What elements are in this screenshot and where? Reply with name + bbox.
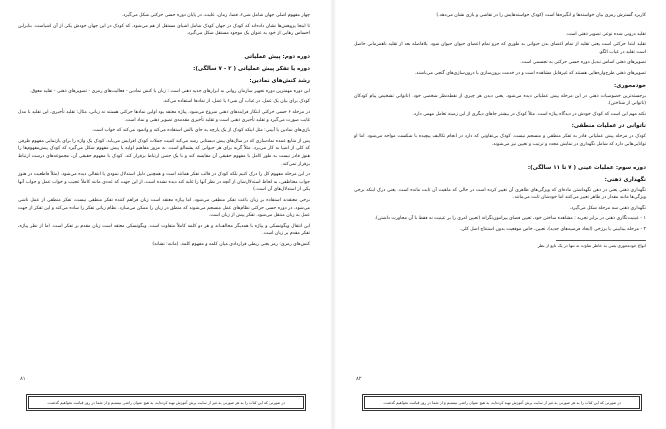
spacer	[354, 23, 646, 31]
paragraph: بازی‌های نمادین یا آیینی: مثل اینکه کودک از یک پارچه به جای بالش استفاده می‌کند و وانمود می‌کند که خواب است.	[91, 128, 310, 134]
paragraph: کنش‌های رمزی: رمز یعنی ربطی قراردادی میان کلمه و مفهوم کلمه. (مانند: نشانه)	[152, 241, 310, 247]
section-heading: نگهداری ذهنی:	[604, 176, 646, 183]
left-page	[6, 0, 324, 429]
paragraph: کودک در مرحله پیش عملیاتی قادر به تفکر منطقی و منسجم نیست. کودک بی‌تفاوتی که دارد در انجام تکالیف پیچیده با شکست مواجه می‌شود. اما او توانایی‌هایی دارد که شامل نگهداری در نمایش مجدد و ترتیب و تعیین نیز می‌شوند.	[354, 134, 646, 147]
paragraph: تا اینجا پژوهش‌ها نشان داده‌اند که کودک در جهان کودک شامل اشیای مستقل از هم می‌شود. که کودک در این جهان خودش یکی از آن اشیاست. بنابراین احساس رهایی از خود به عنوان یک موجود مستقل شکل می‌گیرد.	[18, 23, 310, 37]
paragraph: نکته مهم این است که کودک خودش در دیدگاه پیاژه است. مثلاً کودک در بیشتر جاهای دیگری از این زمینه تعامل مهمی دارد.	[412, 111, 646, 117]
paragraph: نگهداری ذهنی سه مرحله شکل می‌گیرد.	[569, 205, 646, 211]
paragraph: تصویرهای ذهنی طرح‌واره‌هایی هستند که غیرقابل مشاهده است و در خدمت برون‌سازی یا درون‌سازی‌های گنجی می‌باشند.	[414, 70, 646, 76]
paragraph: برجسته‌ترین خصوصیات ذهنی در این مرحله پیش عملیاتی دیده می‌شود. یعنی دیدن هر چیزی از نقطه‌نظر شخصی خود. (ناتوانی تشخیص پیام کودکان (ناتوانی از شناختن).	[354, 93, 646, 107]
right-page-number: ۸۲	[356, 376, 362, 382]
right-page-body	[354, 12, 646, 234]
paragraph: کاربرد گسترش رمزی بیان خواسته‌ها و انگیزه‌ها است (کودک خواسته‌هایش را در نقاشی و بازی نشان می‌دهد.)	[436, 13, 646, 18]
paragraph: تصویرهای ذهنی اساس تبدیل دوره حسی حرکتی به تجسمی است.	[520, 60, 646, 66]
right-page	[342, 0, 660, 429]
paragraph: این انتقال ویگوتسکی و پیاژه با همدیگر مخالف‌اند و هر دو کلمه کاملاً متفاوت است. ویگوتسکی معتقد است زبان مقدم بر تفکر است. اما از نظر پیاژه، تفکر مقدم بر زبان است.	[18, 223, 310, 237]
book-gutter	[330, 0, 336, 429]
left-page-number: ۸۱	[20, 376, 26, 382]
section-heading: دوره یا تفکر پیش عملیاتی ( ۲ - ۷ سالگی):	[193, 65, 310, 72]
paragraph: ۲ - مرحله بینابینی یا برزخی (ایجاد فرضیه‌های جدید)، تعیین، خاص موقعیت بدون استنتاج اصل کلی.	[459, 226, 646, 232]
section-heading: خودمحوری:	[614, 82, 646, 89]
right-page-footnote: انواع خودمحوری یعنی به خاطر تفاوت نه تنها در یک تابع از نظر	[537, 242, 646, 248]
section-heading: رشد کنش‌های نمادین:	[249, 77, 310, 84]
right-page-footer: در صورتی که این کتاب را به هر صورتی به غیر از سایت پرش آموزش تهیه کرده‌اید، به هیچ عنوان راضی نیستیم و از شما در روز قیامت نخواهیم گذشت.	[364, 396, 640, 409]
spacer	[354, 152, 646, 160]
section-heading: دوره دوم: پیش عملیاتی	[244, 53, 310, 60]
section-heading: ناتوانی در عملیات منطقی:	[571, 123, 646, 130]
left-page-body	[18, 12, 310, 248]
section-heading: دوره سوم: عملیات عینی ( ۷ تا ۱۱ سالگی):	[527, 164, 646, 171]
paragraph: تقلید درونی شده نوعی تصویر ذهنی است.	[565, 31, 646, 37]
footnote-rule	[556, 240, 646, 241]
paragraph: تقلید ابتدا حرکتی است یعنی تقلید از تمام اعضای بدن حیوانی به طوری که جزو تمام اعضای حیوان حیوان شود. بلافاصله بعد از تقلید ناهمزمانی حاصل است تقلید در غیاب الگو.	[354, 42, 646, 55]
paragraph: کودک برای بیان یک عمل، در غیاب آن شیء یا عمل، از نمادها استفاده می‌کند.	[162, 99, 310, 105]
paragraph: پس از منابع عمده نمادسازی که در سال‌های پیش دبستانی رشد می‌کند کمیت جملات کودک افزایش می‌یابد. کودک یک واژه را برای بازنمایی مفهوم ظرفی که کلی از اشیا به کار می‌برد. مثلاً گربه برای هر حیوانی که پشمالو است. به مرور مفاهیم اولیه یا پیش مفهوم شکل می‌گیرد که کودک پیش‌مفهوم‌ها را هنوز قادر نیست به طور کامل با مفهوم حقیقی آن مقایسه کند و با یک جنس ارتباط برقرار کند. کودک با مفهوم حقیقی آن، مجموعه‌های درست ارتباط برقرار نمی‌کند.	[18, 138, 310, 167]
paragraph: برخی معتقدند استفاده بر زبان باعث تفکر منطقی می‌شود. اما پیاژه معتقد است زبان فراهم کننده تفکر منطقی نیست، تفکر منطقی از عمل ناشی می‌شود. در دوره حسی حرکتی نظام‌های عمل منسجم می‌شوند که منطق در زبان را ممکن می‌سازد. نظام زبانی تفکر را ساده می‌کند و این تفکر از جهت عمل به زبان منتقل می‌شود. تفکر پیش از زبان است.	[18, 197, 310, 219]
paragraph: در مرحله ۶ حسی حرکتی ابتکار فرایندهای ذهنی شروع می‌شود. پیاژه معتقد بود اولین نمادها حرکتی هستند نه زبانی، مثال: تقلید تأخیری، این تقلید با مدل غایب صورت می‌گیرد و تقلید تأخیری ذهنی است و تقلید تأخیری مقدمه‌ی تصویر ذهنی و نماد است.	[18, 109, 310, 123]
spacer	[18, 41, 310, 49]
paragraph: چهار مفهوم اصلی جهان شامل شیء، فضا، زمان، علیت، در پایان دوره حسی حرکتی شکل می‌گیرد.	[121, 13, 310, 18]
paragraph: در این مرحله مفهوم کل را درک کنیم بلکه کودک در قالب تفکر همانند است و همچنین دلیل استدلال نمودی یا انتقالی دیده می‌شود. (مثلاً قاطعیت در هنوز جواب معتاطفی، به لحاظ استدلال‌شان از آنچه در نظر آنها را غلبه کند دیده نشده است، از این جهت که عددی مانند کاملاً عجیب و خواب عمل و جواب آنها یکی از استدلال‌های آن است.)	[18, 172, 310, 193]
paragraph: نگهداری ذهنی یعنی در ذهن نگهداشتن ماده‌ای که ویژگی‌های ظاهری آن تغییر کرده است در حالی که ماهیت آن ثابت مانده است. یعنی درک اینکه برخی ویژگی‌ها مانند مقدار در ظاهر تغییر می‌کنند اما خودشان ثابت می‌مانند.	[354, 187, 646, 201]
paragraph: این دوره مهمترین دوره تجهیز سازمان روانی به ابزارهای جدید ذهنی است : زبان یا کنش نمادین - فعالیت‌های رمزی - تصویرهای ذهنی - تقلید معوق.	[29, 88, 310, 94]
paragraph: ۱ - عینیت‌نگاری ذهنی در برابر تجربه : مشاهده ساختن خود، تعیین فضای پیرامون‌نگرانه (تعیین امری را بر عینیت نه فقط با آن محاورت داشتن).	[374, 216, 646, 222]
left-page-footer: در صورتی که این کتاب را به هر صورتی به غیر از سایت پرش آموزش تهیه کرده‌اید، به هیچ عنوان راضی نیستیم و از شما در روز قیامت نخواهیم گذشت.	[28, 396, 304, 409]
